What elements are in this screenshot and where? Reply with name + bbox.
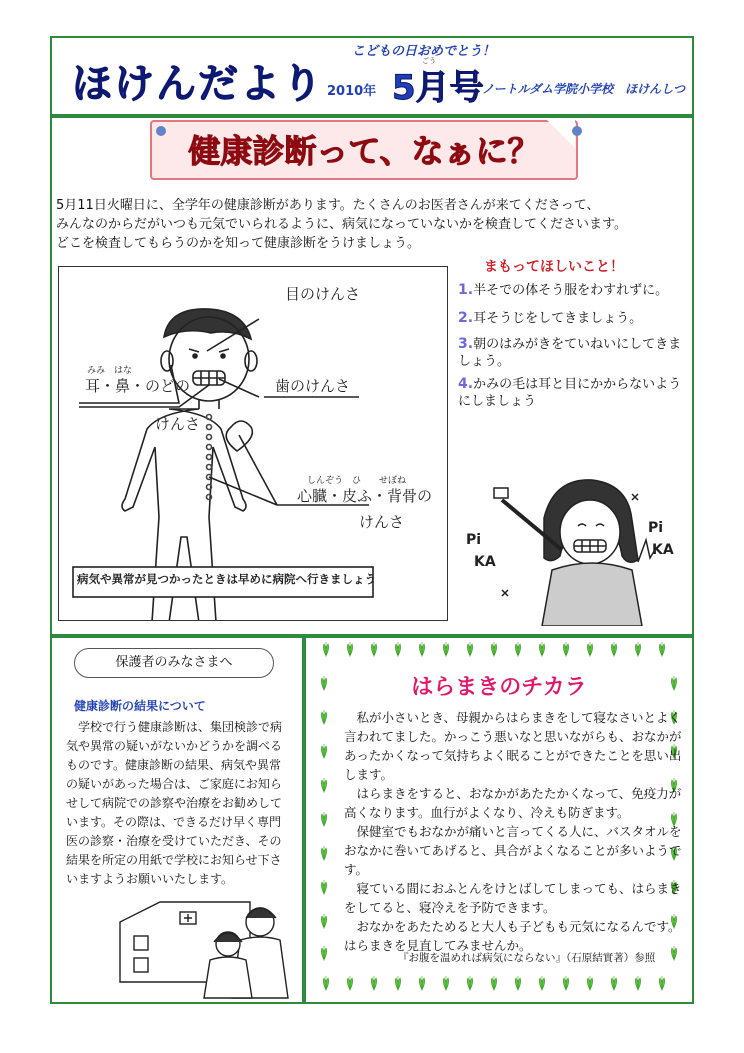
ear-check-ruby: みみ はな (87, 366, 133, 376)
header-issue: 5月号 (392, 68, 484, 108)
header-subtitle: こどもの日おめでとう！ (352, 44, 496, 59)
girl-brushing-illustration (462, 470, 688, 626)
rule-item (458, 282, 690, 299)
ear-check-label: 耳・鼻・のどの (85, 377, 191, 395)
intro-line: みんなのからだがいつも元気でいられるように、病気になっていないかを検査してくださいます。 (56, 217, 627, 232)
haramaki-paragraph: はらまきをすると、おなかがあたたかくなって、免疫力が高くなります。血行がよくなり、冷えも防ぎます。 (344, 786, 682, 820)
section-title: 健康診断って、なぁに？ (188, 132, 540, 170)
organs-check-ruby: しんぞう ひ せぼね (307, 476, 407, 486)
intro-line: どこを検査してもらうのかを知って健康診断をうけましょう。 (56, 236, 421, 251)
guardians-body: 学校で行う健康診断は、集団検診で病気や異常の疑いがないかどうかを調べるものです。健康診断の結果、病気や異常の疑いがあった場合は、ご家庭にお知らせして病院での診察や治療をお勧めしています。その際は、できるだけ早く専門医の診察・治療を受けていただき、その結果を所定の用紙で学校にお知らせ下さいますようお願いいたします。 (66, 720, 283, 886)
rule-text: 半そでの体そう服をわすれずに。 (473, 283, 669, 298)
intro-text (56, 196, 688, 253)
rule-text: かみの毛は耳と目にかからないようにしましょう (458, 377, 682, 409)
guardians-title: 健康診断の結果について (74, 699, 206, 713)
rule-number: 4. (458, 376, 474, 392)
rule-item (458, 336, 690, 370)
girl-toothbrush-icon (462, 470, 688, 626)
rule-number: 2. (458, 310, 474, 326)
header-year: 2010年 (327, 84, 377, 99)
illustration-banner-text: 病気や異常が見つかったときは早めに病院へ行きましょう (77, 572, 376, 586)
rule-text: 朝のはみがきをていねいにしてきましょう。 (458, 337, 682, 369)
haramaki-paragraph: 私が小さいとき、母親からはらまきをして寝なさいとよく言われてました。かっこう悪いなと思いながらも、おなかがあったかくなって気持ちよく眠ることができたことを思い出します。 (344, 710, 682, 782)
organs-check-label: 心臓・皮ふ・背骨の (297, 487, 433, 505)
haramaki-body (344, 708, 682, 955)
rule-number: 3. (458, 336, 474, 352)
hospital-icon (110, 882, 300, 1000)
haramaki-reference: 『お腹を温めれば病気にならない』（石原結實著）参照 (398, 952, 656, 964)
haramaki-title: はらまきのチカラ (411, 675, 587, 700)
rule-item (458, 376, 690, 410)
eye-check-label: 目のけんさ (285, 285, 361, 303)
ear-check-label-2: けんさ (155, 415, 201, 433)
rules-title: まもってほしいこと！ (484, 259, 624, 275)
issue-ruby: ごう (422, 57, 436, 65)
haramaki-paragraph: 寝ている間におふとんをけとばしてしまっても、はらまきをしてると、寝冷えを予防できます。 (344, 881, 682, 915)
pika-right-text: Pi (648, 520, 664, 536)
newsletter-title: ほけんだより (72, 61, 324, 107)
boy-drawing-icon (59, 267, 447, 620)
teeth-check-label: 歯のけんさ (275, 377, 351, 395)
intro-line: 5月11日火曜日に、全学年の健康診断があります。たくさんのお医者さんが来てくださって、 (56, 198, 600, 213)
haramaki-paragraph: 保健室でもおなかが痛いと言ってくる人に、バスタオルをおなかに巻いてあげると、具合がよくなることが多いようです。 (344, 824, 682, 877)
guardians-badge: 保護者のみなさまへ (74, 648, 274, 678)
rule-text: 耳そうじをしてきましょう。 (473, 311, 643, 326)
header-school: ノートルダム学院小学校 ほけんしつ (482, 82, 686, 96)
hospital-illustration (110, 882, 300, 1000)
body-checkup-illustration (58, 266, 448, 621)
haramaki-paragraph: おなかをあたためると大人も子どもも元気になるんです。はらまきを見直してみませんか。 (344, 919, 681, 953)
rule-number: 1. (458, 282, 474, 298)
rule-item (458, 310, 690, 327)
svg-text:KA: KA (652, 542, 674, 558)
svg-text:KA: KA (474, 554, 496, 570)
pika-left-text: Pi (466, 532, 482, 548)
organs-check-label-2: けんさ (359, 513, 405, 531)
